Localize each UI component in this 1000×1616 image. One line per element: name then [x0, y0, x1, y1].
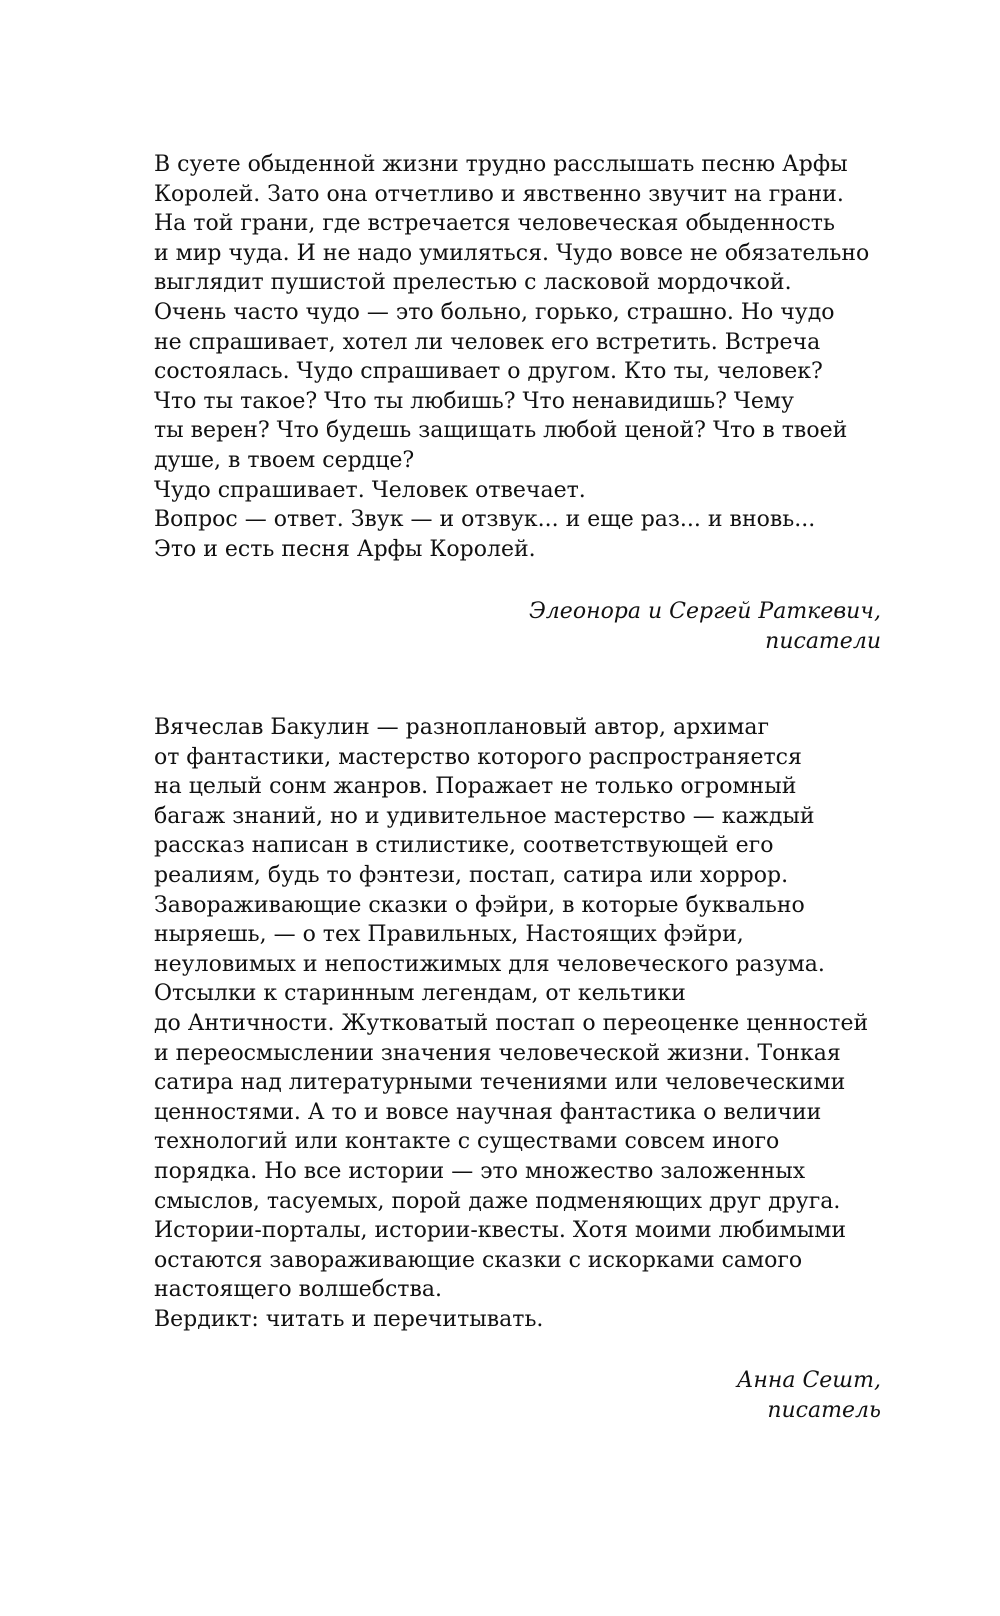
- text-line: до Античности. Жутковатый постап о переоценке ценностей: [154, 1010, 869, 1036]
- text-line: ценностями. А то и вовсе научная фантастика о величии: [154, 1099, 822, 1125]
- text-line: не спрашивает, хотел ли человек его встретить. Встреча: [154, 329, 821, 355]
- text-line: Очень часто чудо — это больно, горько, страшно. Но чудо: [154, 299, 835, 325]
- text-line: состоялась. Чудо спрашивает о другом. Кто ты, человек?: [154, 359, 823, 385]
- review-1-role: писатели: [765, 629, 881, 654]
- text-line: Вопрос — ответ. Звук — и отзвук... и еще раз... и вновь...: [154, 507, 816, 533]
- review-2-signature: [737, 1366, 881, 1426]
- text-line: рассказ написан в стилистике, соответствующей его: [154, 833, 774, 859]
- review-1-author: Элеонора и Сергей Раткевич,: [528, 599, 881, 624]
- review-2-author: Анна Сешт,: [736, 1368, 881, 1393]
- text-line: душе, в твоем сердце?: [154, 447, 415, 473]
- text-line: Завораживающие сказки о фэйри, в которые буквально: [154, 892, 805, 918]
- text-line: Отсылки к старинным легендам, от кельтики: [154, 981, 686, 1007]
- text-line: Чудо спрашивает. Человек отвечает.: [154, 477, 586, 503]
- review-2-text: [154, 713, 874, 1334]
- text-line: порядка. Но все истории — это множество заложенных: [154, 1158, 806, 1184]
- text-line: Вячеслав Бакулин — разноплановый автор, архимаг: [154, 715, 770, 740]
- text-line: В суете обыденной жизни трудно расслышать песню Арфы: [154, 152, 848, 177]
- text-line: технологий или контакте с существами совсем иного: [154, 1129, 780, 1155]
- text-line: настоящего волшебства.: [154, 1277, 442, 1303]
- review-2-role: писатель: [767, 1398, 881, 1423]
- text-line: выглядит пушистой прелестью с ласковой мордочкой.: [154, 270, 792, 296]
- text-line: Это и есть песня Арфы Королей.: [154, 536, 536, 562]
- text-line: Истории-порталы, истории-квесты. Хотя моими любимыми: [154, 1218, 847, 1244]
- text-line: реалиям, будь то фэнтези, постап, сатира или хоррор.: [154, 862, 789, 888]
- text-line: и мир чуда. И не надо умиляться. Чудо вовсе не обязательно: [154, 240, 870, 266]
- review-1-signature: [529, 597, 881, 657]
- text-line: на целый сонм жанров. Поражает не только огромный: [154, 774, 797, 800]
- text-line: Королей. Зато она отчетливо и явственно звучит на грани.: [154, 181, 844, 207]
- text-line: ныряешь, — о тех Правильных, Настоящих фэйри,: [154, 922, 744, 948]
- review-2-paragraph: [154, 713, 874, 1334]
- text-line: Что ты такое? Что ты любишь? Что ненавидишь? Чему: [154, 388, 794, 414]
- text-line: и переосмыслении значения человеческой жизни. Тонкая: [154, 1040, 841, 1066]
- text-line: багаж знаний, но и удивительное мастерство — каждый: [154, 803, 815, 829]
- text-line: остаются завораживающие сказки с искорками самого: [154, 1247, 803, 1273]
- text-line: ты верен? Что будешь защищать любой ценой? Что в твоей: [154, 418, 848, 444]
- text-line: от фантастики, мастерство которого распространяется: [154, 744, 802, 770]
- text-line: неуловимых и непостижимых для человеческого разума.: [154, 951, 825, 977]
- text-line: смыслов, тасуемых, порой даже подменяющих друг друга.: [154, 1188, 841, 1214]
- text-line: сатира над литературными течениями или человеческими: [154, 1070, 846, 1096]
- review-1-paragraph: [154, 150, 874, 564]
- text-line: Вердикт: читать и перечитывать.: [154, 1306, 544, 1332]
- review-1-text: [154, 150, 874, 564]
- text-line: На той грани, где встречается человеческая обыденность: [154, 211, 835, 237]
